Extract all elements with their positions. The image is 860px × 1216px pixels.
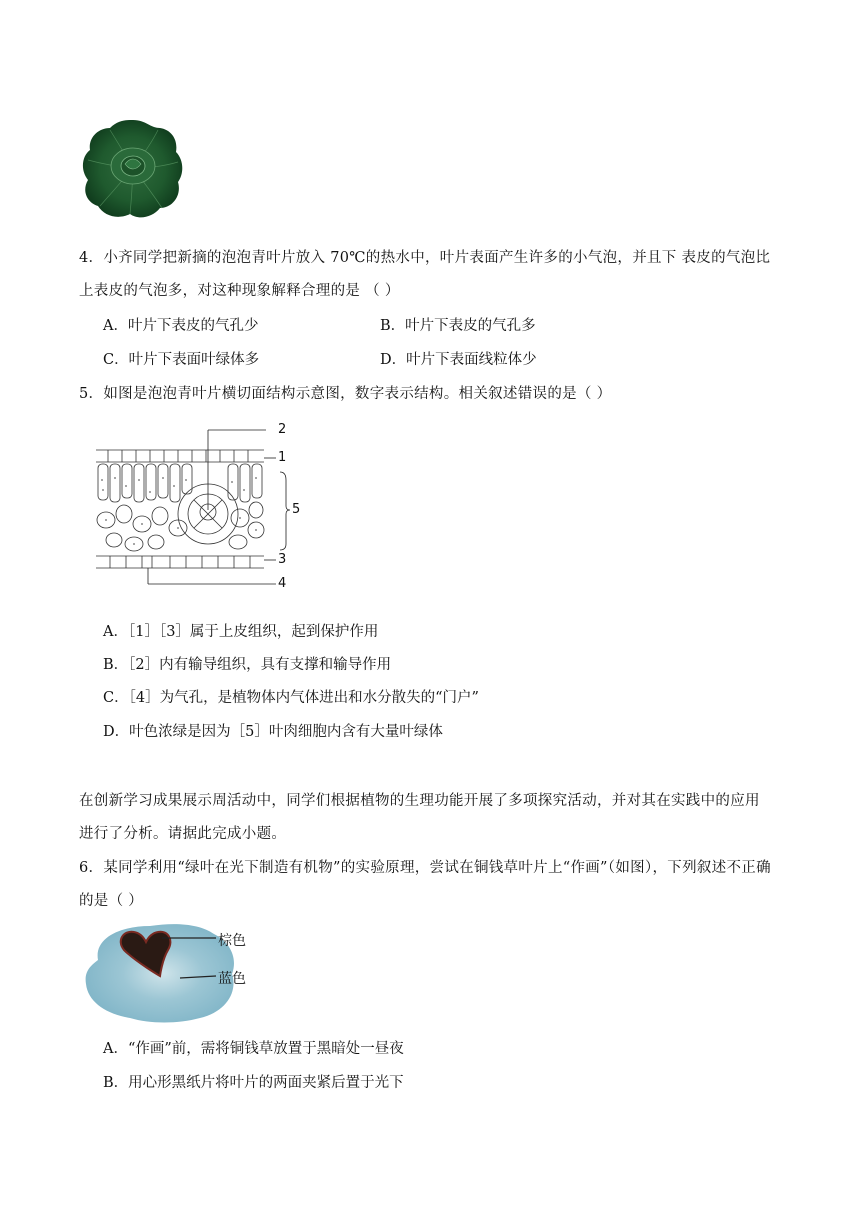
question-4-option-c: C．叶片下表面叶绿体多 xyxy=(103,352,260,368)
question-6-stem-line2: 的是（ ） xyxy=(79,893,144,909)
question-6-stem-line1: 6．某同学利用“绿叶在光下制造有机物”的实验原理，尝试在铜钱草叶片上“作画”（如图），下列叙述不正确 xyxy=(79,860,771,876)
question-4-stem-line1: 4．小齐同学把新摘的泡泡青叶片放入 70℃的热水中，叶片表面产生许多的小气泡，并且下 表皮的气泡比 xyxy=(79,250,771,266)
question-4-option-d: D．叶片下表面线粒体少 xyxy=(380,352,537,368)
question-5-stem: 5．如图是泡泡青叶片横切面结构示意图，数字表示结构。相关叙述错误的是（ ） xyxy=(79,386,612,402)
label-brown: 棕色 xyxy=(218,933,246,949)
question-6-option-b: B．用心形黑纸片将叶片的两面夹紧后置于光下 xyxy=(103,1075,404,1091)
question-6-option-a: A．“作画”前，需将铜钱草放置于黑暗处一昼夜 xyxy=(103,1041,404,1057)
cabbage-image xyxy=(80,116,186,222)
question-5-option-b: B．［2］内有输导组织，具有支撑和输导作用 xyxy=(103,657,392,673)
question-4-option-b: B．叶片下表皮的气孔多 xyxy=(380,318,536,334)
question-4-stem-line2: 上表皮的气泡多，对这种现象解释合理的是 （ ） xyxy=(79,283,400,299)
question-5-option-d: D．叶色浓绿是因为［5］叶肉细胞内含有大量叶绿体 xyxy=(103,724,443,740)
label-blue: 蓝色 xyxy=(218,971,246,987)
diagram-label-5: 5 xyxy=(292,502,301,517)
section-intro-line1: 在创新学习成果展示周活动中，同学们根据植物的生理功能开展了多项探究活动，并对其在实践中的应用 xyxy=(79,793,760,809)
question-5-option-a: A．［1］［3］属于上皮组织，起到保护作用 xyxy=(103,624,379,640)
leaf-painting-image xyxy=(80,920,280,1024)
section-intro-line2: 进行了分析。请据此完成小题。 xyxy=(79,826,287,842)
question-4-option-a: A．叶片下表皮的气孔少 xyxy=(103,318,259,334)
question-5-option-c: C．［4］为气孔，是植物体内气体进出和水分散失的“门户” xyxy=(103,690,479,706)
diagram-label-1: 1 xyxy=(278,450,287,465)
leaf-cross-section-diagram xyxy=(90,420,310,592)
diagram-label-2: 2 xyxy=(278,422,287,437)
diagram-label-4: 4 xyxy=(278,576,287,591)
diagram-label-3: 3 xyxy=(278,552,287,567)
